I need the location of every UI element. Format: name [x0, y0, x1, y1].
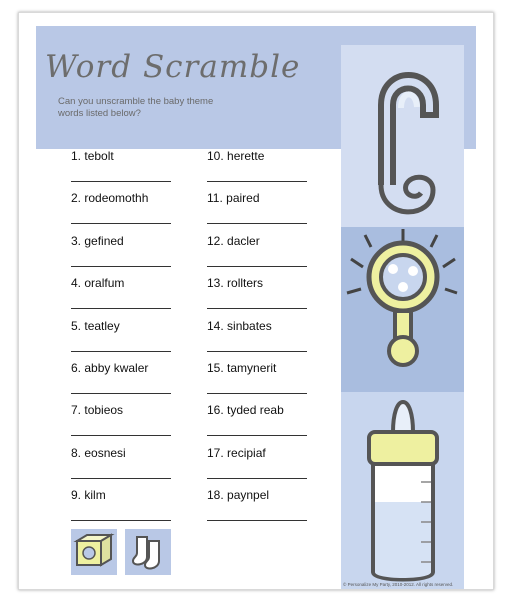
instructions-text: Can you unscramble the baby theme words listed below? [58, 96, 214, 119]
answer-line [71, 351, 171, 352]
word-item: 15. tamynerit [207, 361, 277, 375]
word-item: 18. paynpel [207, 488, 270, 502]
answer-line [71, 393, 171, 394]
word-item: 17. recipiaf [207, 446, 266, 460]
answer-line [71, 181, 171, 182]
abc-block-icon [71, 529, 117, 575]
word-item: 10. herette [207, 149, 265, 163]
baby-socks-thumbnail [125, 529, 171, 575]
safety-pin-icon [341, 45, 464, 227]
answer-line [207, 351, 307, 352]
answer-line [207, 393, 307, 394]
answer-line [207, 223, 307, 224]
word-item: 3. gefined [71, 234, 124, 248]
answer-line [207, 308, 307, 309]
answer-line [207, 520, 307, 521]
word-item: 6. abby kwaler [71, 361, 149, 375]
rattle-panel [341, 227, 464, 392]
abc-block-thumbnail [71, 529, 117, 575]
answer-line [207, 435, 307, 436]
word-item: 4. oralfum [71, 276, 125, 290]
answer-line [207, 181, 307, 182]
answer-line [71, 223, 171, 224]
bottle-panel [341, 392, 464, 589]
rattle-icon [341, 227, 464, 392]
answer-line [207, 266, 307, 267]
answer-line [71, 308, 171, 309]
answer-line [207, 478, 307, 479]
word-item: 2. rodeomothh [71, 191, 149, 205]
word-item: 16. tyded reab [207, 403, 284, 417]
answer-line [71, 266, 171, 267]
answer-line [71, 435, 171, 436]
word-item: 9. kilm [71, 488, 106, 502]
baby-bottle-icon [341, 392, 464, 589]
word-item: 13. rollters [207, 276, 264, 290]
copyright-notice: © Personalize My Party, 2010-2012. All rights reserved. [343, 582, 454, 587]
word-item: 8. eosnesi [71, 446, 126, 460]
baby-socks-icon [125, 529, 171, 575]
word-item: 11. paired [207, 191, 260, 205]
safety-pin-panel [341, 45, 464, 227]
word-item: 1. tebolt [71, 149, 114, 163]
word-item: 12. dacler [207, 234, 260, 248]
worksheet-page [18, 12, 494, 590]
page-title: Word Scramble [45, 49, 301, 85]
word-item: 7. tobieos [71, 403, 124, 417]
answer-line [71, 520, 171, 521]
word-item: 14. sinbates [207, 319, 272, 333]
word-item: 5. teatley [71, 319, 120, 333]
answer-line [71, 478, 171, 479]
